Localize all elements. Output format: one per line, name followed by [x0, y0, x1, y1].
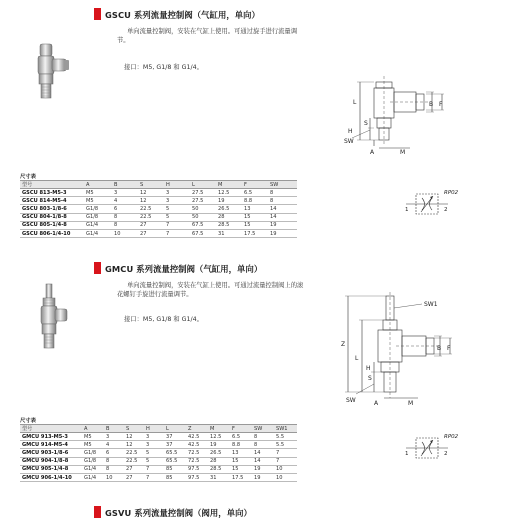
table-cell: 10	[274, 465, 297, 473]
col-header: H	[144, 425, 164, 433]
table-cell: 19	[252, 473, 274, 481]
table-cell: M5	[84, 197, 112, 205]
col-header: B	[112, 181, 138, 189]
drawing-label-f: F	[439, 101, 443, 108]
table-row	[20, 457, 297, 465]
table-cell: 50	[190, 213, 216, 221]
table-row	[20, 189, 297, 197]
table-cell: G1/8	[84, 205, 112, 213]
col-header: L	[164, 425, 186, 433]
drawing-label-h: H	[366, 365, 371, 372]
table-cell: 42.5	[186, 441, 208, 449]
product-photo-gscu	[28, 42, 72, 106]
table-cell: 7	[144, 473, 164, 481]
section-marker-gmcu	[94, 262, 101, 274]
table-cell: 27	[138, 221, 164, 229]
table-cell: 7	[164, 229, 190, 237]
drawing-label-a: A	[374, 400, 379, 407]
table-cell: GMCU 913-M5-3	[20, 433, 82, 441]
table-cell: 22.5	[138, 205, 164, 213]
table-cell: 8.8	[242, 197, 268, 205]
symbol-port-1: 1	[405, 207, 409, 213]
table-cell: GSCU 814-M5-4	[20, 197, 84, 205]
col-header: A	[84, 181, 112, 189]
table-cell: 19	[268, 229, 297, 237]
table-cell: 26.5	[208, 449, 230, 457]
table-cell: 67.5	[190, 229, 216, 237]
table-cell: 50	[190, 205, 216, 213]
table-cell: 6.5	[242, 189, 268, 197]
table-cell: G1/8	[84, 213, 112, 221]
table-row	[20, 213, 297, 221]
table-cell: 10	[104, 473, 124, 481]
table-cell: 12	[124, 441, 144, 449]
table-cell: GSCU 806-1/4-10	[20, 229, 84, 237]
section-description-gscu: 单向流量控制阀，安装在气缸上使用。可通过旋手进行流量调节。	[117, 28, 298, 45]
table-cell: 31	[208, 473, 230, 481]
table-cell: 10	[112, 229, 138, 237]
table-cell: 28.5	[216, 221, 242, 229]
table-cell: 12.5	[216, 189, 242, 197]
col-header: SW1	[274, 425, 297, 433]
drawing-label-sw: SW	[346, 397, 356, 404]
table-cell: G1/4	[82, 473, 104, 481]
product-photo-gmcu	[30, 282, 70, 362]
symbol-port-1: 1	[405, 451, 409, 457]
col-header: A	[82, 425, 104, 433]
drawing-label-h: H	[348, 128, 353, 135]
table-cell: 7	[274, 449, 297, 457]
table-cell: 65.5	[164, 457, 186, 465]
table-row	[20, 433, 297, 441]
table-cell: 97.5	[186, 465, 208, 473]
table-cell: 5.5	[274, 433, 297, 441]
table-cell: 15	[230, 457, 252, 465]
table-cell: 14	[252, 449, 274, 457]
table-row	[20, 197, 297, 205]
table-cell: 28.5	[208, 465, 230, 473]
table-cell: 3	[104, 433, 124, 441]
table-cell: 4	[112, 197, 138, 205]
table-cell: 14	[268, 205, 297, 213]
symbol-label: RP02	[444, 190, 459, 196]
table-cell: 19	[252, 465, 274, 473]
table-cell: 72.5	[186, 457, 208, 465]
drawing-label-l: L	[353, 99, 357, 106]
table-cell: 5	[164, 213, 190, 221]
table-cell: 14	[268, 213, 297, 221]
table-cell: 27	[124, 465, 144, 473]
table-cell: 8	[252, 433, 274, 441]
table-cell: 22.5	[138, 213, 164, 221]
col-header: S	[138, 181, 164, 189]
table-cell: 15	[242, 221, 268, 229]
table-header-row	[20, 425, 297, 433]
table-cell: GMCU 906-1/4-10	[20, 473, 82, 481]
drawing-label-l: L	[355, 355, 359, 362]
table-cell: G1/4	[84, 221, 112, 229]
table-cell: 28	[208, 457, 230, 465]
col-header: Z	[186, 425, 208, 433]
table-cell: 8	[104, 457, 124, 465]
table-cell: GMCU 903-1/8-6	[20, 449, 82, 457]
table-cell: 4	[104, 441, 124, 449]
table-cell: 17.5	[230, 473, 252, 481]
symbol-port-2: 2	[444, 207, 448, 213]
table-cell: 5	[164, 205, 190, 213]
table-cell: 17.5	[242, 229, 268, 237]
pneumatic-symbol-gscu	[402, 186, 472, 222]
table-cell: 13	[230, 449, 252, 457]
table-cell: 22.5	[124, 457, 144, 465]
col-header: F	[242, 181, 268, 189]
drawing-label-z: Z	[341, 341, 346, 348]
table-cell: 13	[242, 205, 268, 213]
table-cell: 42.5	[186, 433, 208, 441]
table-cell: 15	[242, 213, 268, 221]
table-cell: 22.5	[124, 449, 144, 457]
drawing-label-m: M	[408, 400, 414, 407]
drawing-label-b: B	[437, 345, 442, 352]
drawing-label-sw: SW	[344, 138, 354, 145]
col-header: SW	[268, 181, 297, 189]
technical-drawing-gscu	[330, 30, 490, 160]
table-title-gscu: 尺寸表	[20, 174, 36, 180]
table-cell: 8	[252, 441, 274, 449]
table-cell: 12.5	[208, 433, 230, 441]
table-cell: 6.5	[230, 433, 252, 441]
table-cell: 3	[164, 197, 190, 205]
table-row	[20, 465, 297, 473]
table-cell: 7	[164, 221, 190, 229]
drawing-label-s: S	[368, 375, 372, 382]
table-row	[20, 221, 297, 229]
table-cell: GSCU 813-M5-3	[20, 189, 84, 197]
table-cell: 27	[138, 229, 164, 237]
drawing-label-sw1: SW1	[424, 301, 438, 308]
table-cell: 37	[164, 441, 186, 449]
section-ports-gscu: 接口：M5, G1/8 和 G1/4。	[124, 64, 203, 71]
table-cell: 5	[144, 457, 164, 465]
table-cell: 3	[144, 433, 164, 441]
drawing-label-a: A	[370, 149, 375, 156]
table-cell: G1/8	[82, 457, 104, 465]
table-cell: GSCU 803-1/8-6	[20, 205, 84, 213]
table-row	[20, 449, 297, 457]
section-marker-gscu	[94, 8, 101, 20]
table-cell: 67.5	[190, 221, 216, 229]
table-cell: GMCU 905-1/4-8	[20, 465, 82, 473]
table-cell: 12	[138, 189, 164, 197]
table-header-row	[20, 181, 297, 189]
table-cell: 15	[230, 465, 252, 473]
table-cell: M5	[82, 441, 104, 449]
table-cell: GMCU 914-M5-4	[20, 441, 82, 449]
symbol-port-2: 2	[444, 451, 448, 457]
table-cell: G1/4	[82, 465, 104, 473]
table-cell: 5	[144, 449, 164, 457]
technical-drawing-gmcu	[330, 290, 490, 420]
table-cell: 85	[164, 465, 186, 473]
table-cell: GSCU 805-1/4-8	[20, 221, 84, 229]
table-cell: 97.5	[186, 473, 208, 481]
col-header: B	[104, 425, 124, 433]
table-cell: 8	[104, 465, 124, 473]
table-cell: 19	[216, 197, 242, 205]
table-cell: 5.5	[274, 441, 297, 449]
col-header: L	[190, 181, 216, 189]
pneumatic-symbol-gmcu	[402, 430, 472, 466]
col-header: 型号	[20, 425, 82, 433]
symbol-label: RP02	[444, 434, 459, 440]
drawing-label-f: F	[447, 345, 451, 352]
table-cell: 8	[268, 189, 297, 197]
col-header: F	[230, 425, 252, 433]
table-cell: 27.5	[190, 197, 216, 205]
table-title-gmcu: 尺寸表	[20, 418, 36, 424]
section-title-gsvu: GSVU 系列流量控制阀（阀用，单向）	[105, 508, 252, 518]
table-cell: 12	[138, 197, 164, 205]
col-header: M	[208, 425, 230, 433]
drawing-label-m: M	[400, 149, 406, 156]
drawing-label-b: B	[429, 101, 434, 108]
table-cell: 26.5	[216, 205, 242, 213]
table-cell: 8.8	[230, 441, 252, 449]
table-cell: M5	[84, 189, 112, 197]
section-title-gscu: GSCU 系列流量控制阀（气缸用，单向）	[105, 10, 260, 20]
table-cell: 6	[104, 449, 124, 457]
table-cell: 28	[216, 213, 242, 221]
table-cell: 10	[274, 473, 297, 481]
col-header: SW	[252, 425, 274, 433]
table-cell: 19	[208, 441, 230, 449]
table-cell: G1/8	[82, 449, 104, 457]
table-cell: 65.5	[164, 449, 186, 457]
table-cell: 3	[112, 189, 138, 197]
col-header: 型号	[20, 181, 84, 189]
section-ports-gmcu: 接口：M5, G1/8 和 G1/4。	[124, 316, 203, 323]
section-title-gmcu: GMCU 系列流量控制阀（气缸用，单向）	[105, 264, 263, 274]
table-cell: 7	[274, 457, 297, 465]
table-row	[20, 473, 297, 481]
table-cell: GSCU 804-1/8-8	[20, 213, 84, 221]
table-cell: M5	[82, 433, 104, 441]
table-cell: 3	[144, 441, 164, 449]
table-row	[20, 441, 297, 449]
table-cell: 12	[124, 433, 144, 441]
table-row	[20, 229, 297, 237]
table-cell: 8	[112, 221, 138, 229]
table-cell: 8	[268, 197, 297, 205]
col-header: M	[216, 181, 242, 189]
table-cell: 8	[112, 213, 138, 221]
col-header: H	[164, 181, 190, 189]
table-cell: 31	[216, 229, 242, 237]
spec-table-gscu	[20, 180, 297, 238]
table-cell: GMCU 904-1/8-8	[20, 457, 82, 465]
section-marker-gsvu	[94, 506, 101, 518]
table-cell: 7	[144, 465, 164, 473]
section-description-gmcu: 单向流量控制阀，安装在气缸上使用。可通过流量控制阀上的滚花螺钉手旋进行流量调节。	[117, 282, 304, 299]
table-cell: 27.5	[190, 189, 216, 197]
col-header: S	[124, 425, 144, 433]
table-cell: 37	[164, 433, 186, 441]
table-cell: 27	[124, 473, 144, 481]
table-row	[20, 205, 297, 213]
drawing-label-s: S	[364, 120, 368, 127]
table-cell: G1/4	[84, 229, 112, 237]
table-cell: 72.5	[186, 449, 208, 457]
table-cell: 14	[252, 457, 274, 465]
table-cell: 85	[164, 473, 186, 481]
table-cell: 6	[112, 205, 138, 213]
spec-table-gmcu	[20, 424, 297, 482]
table-cell: 19	[268, 221, 297, 229]
table-cell: 3	[164, 189, 190, 197]
